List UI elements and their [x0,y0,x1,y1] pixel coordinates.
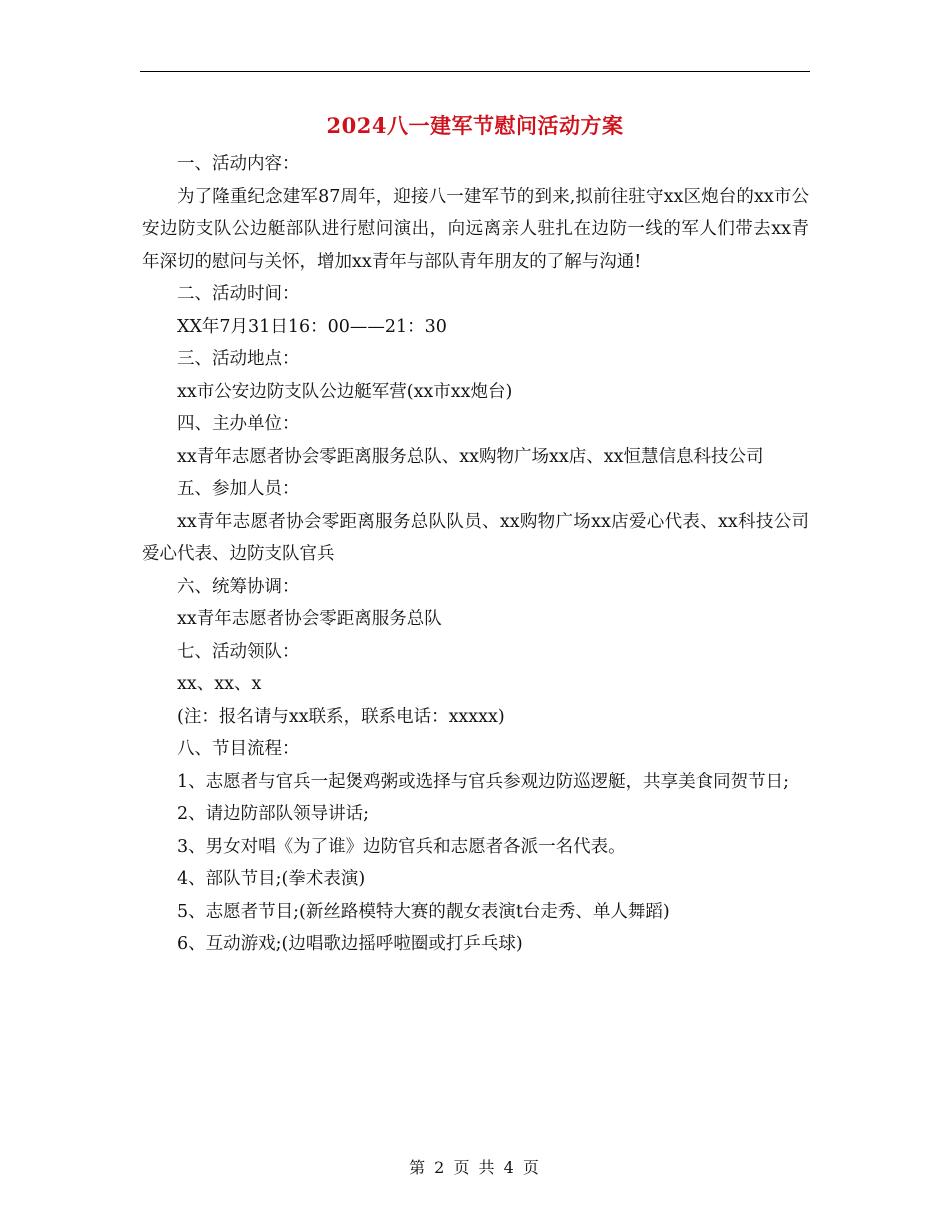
paragraph-note: (注：报名请与xx联系，联系电话：xxxxx) [177,706,505,727]
section-heading-location: 三、活动地点： [177,349,300,369]
paragraph-time: XX年7月31日16：00——21：30 [177,316,447,337]
section-heading-leaders: 七、活动领队： [177,641,300,662]
section-heading-coordination: 六、统筹协调： [177,576,300,597]
section-heading-program: 八、节目流程： [177,739,300,759]
program-item: 6、互动游戏;(边唱歌边摇呼啦圈或打乒乓球) [177,934,523,954]
paragraph-location: xx市公安边防支队公边艇军营(xx市xx炮台) [177,381,513,402]
document-body [142,148,809,961]
paragraph-participants: xx青年志愿者协会零距离服务总队队员、xx购物广场xx店爱心代表、xx科技公司爱心代表、边防支队官兵 [142,511,809,564]
paragraph-content: 为了隆重纪念建军87周年，迎接八一建军节的到来,拟前往驻守xx区炮台的xx市公安边防支队公边艇部队进行慰问演出，向远离亲人驻扎在边防一线的军人们带去xx青年深切的慰问与关怀，增加xx青年与部队青年朋友的了解与沟通! [142,186,809,272]
program-item: 1、志愿者与官兵一起煲鸡粥或选择与官兵参观边防巡逻艇，共享美食同贺节日; [177,771,790,792]
section-heading-organizer: 四、主办单位： [177,414,300,434]
paragraph-coordination: xx青年志愿者协会零距离服务总队 [177,609,442,629]
section-heading-content: 一、活动内容： [177,154,300,174]
program-item: 2、请边防部队领导讲话; [177,804,370,824]
program-item: 5、志愿者节目;(新丝路模特大赛的靓女表演t台走秀、单人舞蹈) [177,901,670,922]
header-rule [140,71,810,72]
program-item: 4、部队节目;(拳术表演) [177,869,366,889]
document-title: 2024八一建军节慰问活动方案 [326,113,624,138]
paragraph-organizer: xx青年志愿者协会零距离服务总队、xx购物广场xx店、xx恒慧信息科技公司 [177,446,764,467]
program-item: 3、男女对唱《为了谁》边防官兵和志愿者各派一名代表。 [177,836,626,857]
paragraph-leaders: xx、xx、x [177,674,262,694]
section-heading-time: 二、活动时间： [177,284,300,304]
page-footer: 第 2 页 共 4 页 [409,1158,541,1177]
section-heading-participants: 五、参加人员： [177,479,300,499]
